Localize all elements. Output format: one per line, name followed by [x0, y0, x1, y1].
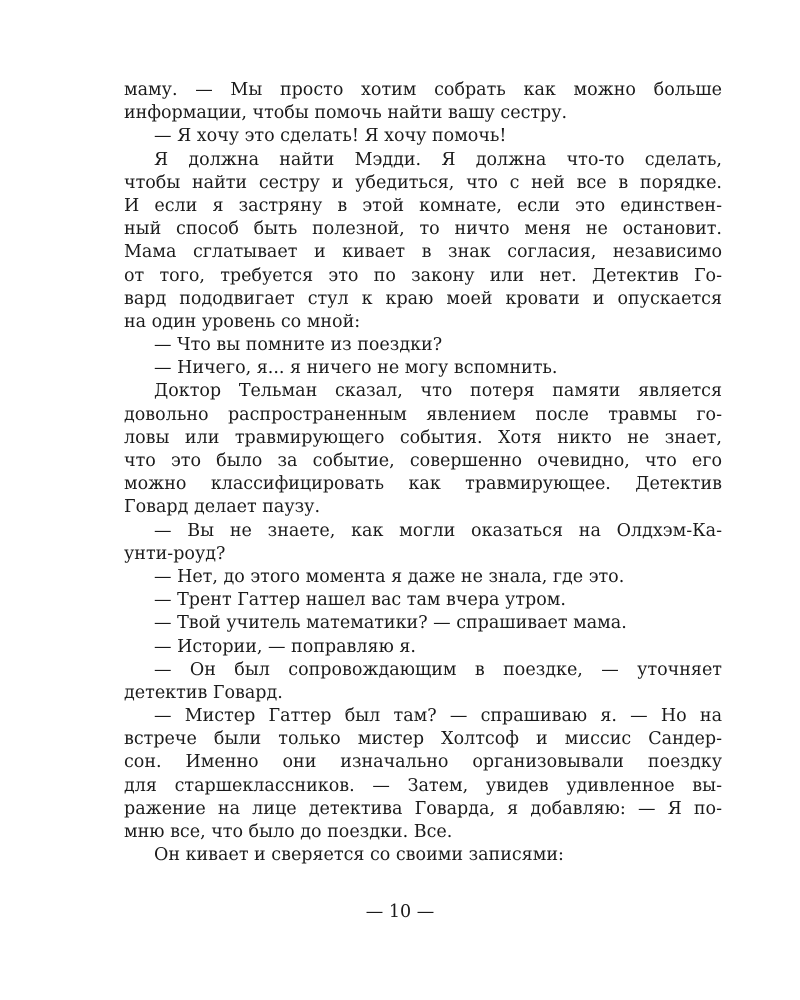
- text-line: — Нет, до этого момента я даже не знала, где это.: [154, 566, 625, 587]
- text-line: Мама сглатывает и кивает в знак согласия, независимо: [124, 242, 722, 263]
- text-line: что это было за событие, совершенно очевидно, что его: [124, 451, 722, 471]
- text-line: информации, чтобы помочь найти вашу сестру.: [124, 103, 568, 124]
- text-line: мню все, что было до поездки. Все.: [124, 822, 453, 842]
- text-line: встрече были только мистер Холтсоф и миссис Сандер-: [124, 729, 722, 750]
- text-line: на один уровень со мной:: [124, 311, 361, 332]
- body-text: [124, 79, 722, 867]
- text-line: — Трент Гаттер нашел вас там вчера утром.: [154, 590, 566, 611]
- text-line: Доктор Тельман сказал, что потеря памяти является: [154, 381, 722, 402]
- text-line: ражение на лице детектива Говарда, я добавляю: — Я по-: [124, 798, 722, 819]
- text-line: довольно распространенным явлением после травмы го-: [124, 404, 722, 425]
- text-line: унти-роуд?: [124, 543, 226, 564]
- text-line: — Твой учитель математики? — спрашивает мама.: [154, 613, 627, 634]
- text-line: чтобы найти сестру и убедиться, что с ней все в порядке.: [124, 172, 722, 193]
- text-line: Он кивает и сверяется со своими записями:: [154, 845, 564, 866]
- text-line: от того, требуется это по закону или нет. Детектив Го-: [124, 265, 722, 286]
- text-line: вард пододвигает стул к краю моей кровати и опускается: [124, 288, 722, 309]
- text-line: — Вы не знаете, как могли оказаться на Олдхэм-Ка-: [154, 520, 722, 541]
- text-line: — Что вы помните из поездки?: [154, 335, 443, 356]
- text-line: Говард делает паузу.: [124, 497, 321, 518]
- text-line: — Он был сопровождающим в поездке, — уточняет: [154, 659, 722, 680]
- text-line: можно классифицировать как травмирующее. Детектив: [124, 474, 722, 495]
- text-line: маму. — Мы просто хотим собрать как можно больше: [124, 80, 722, 100]
- page-number: — 10 —: [365, 902, 435, 922]
- text-line: ный способ быть полезной, то ничто меня не остановит.: [124, 219, 722, 240]
- text-line: детектив Говард.: [124, 682, 283, 703]
- text-line: И если я застряну в этой комнате, если это единствен-: [124, 195, 722, 216]
- text-line: — Мистер Гаттер был там? — спрашиваю я. — Но на: [154, 706, 722, 727]
- text-line: — Истории, — поправляю я.: [154, 636, 416, 657]
- text-line: для старшеклассников. — Затем, увидев удивленное вы-: [124, 775, 722, 796]
- text-line: ловы или травмирующего события. Хотя никто не знает,: [124, 427, 722, 448]
- text-line: сон. Именно они изначально организовывали поездку: [124, 752, 722, 773]
- text-line: — Я хочу это сделать! Я хочу помочь!: [154, 126, 507, 147]
- text-line: Я должна найти Мэдди. Я должна что-то сделать,: [154, 149, 722, 170]
- text-line: — Ничего, я... я ничего не могу вспомнить.: [154, 358, 558, 379]
